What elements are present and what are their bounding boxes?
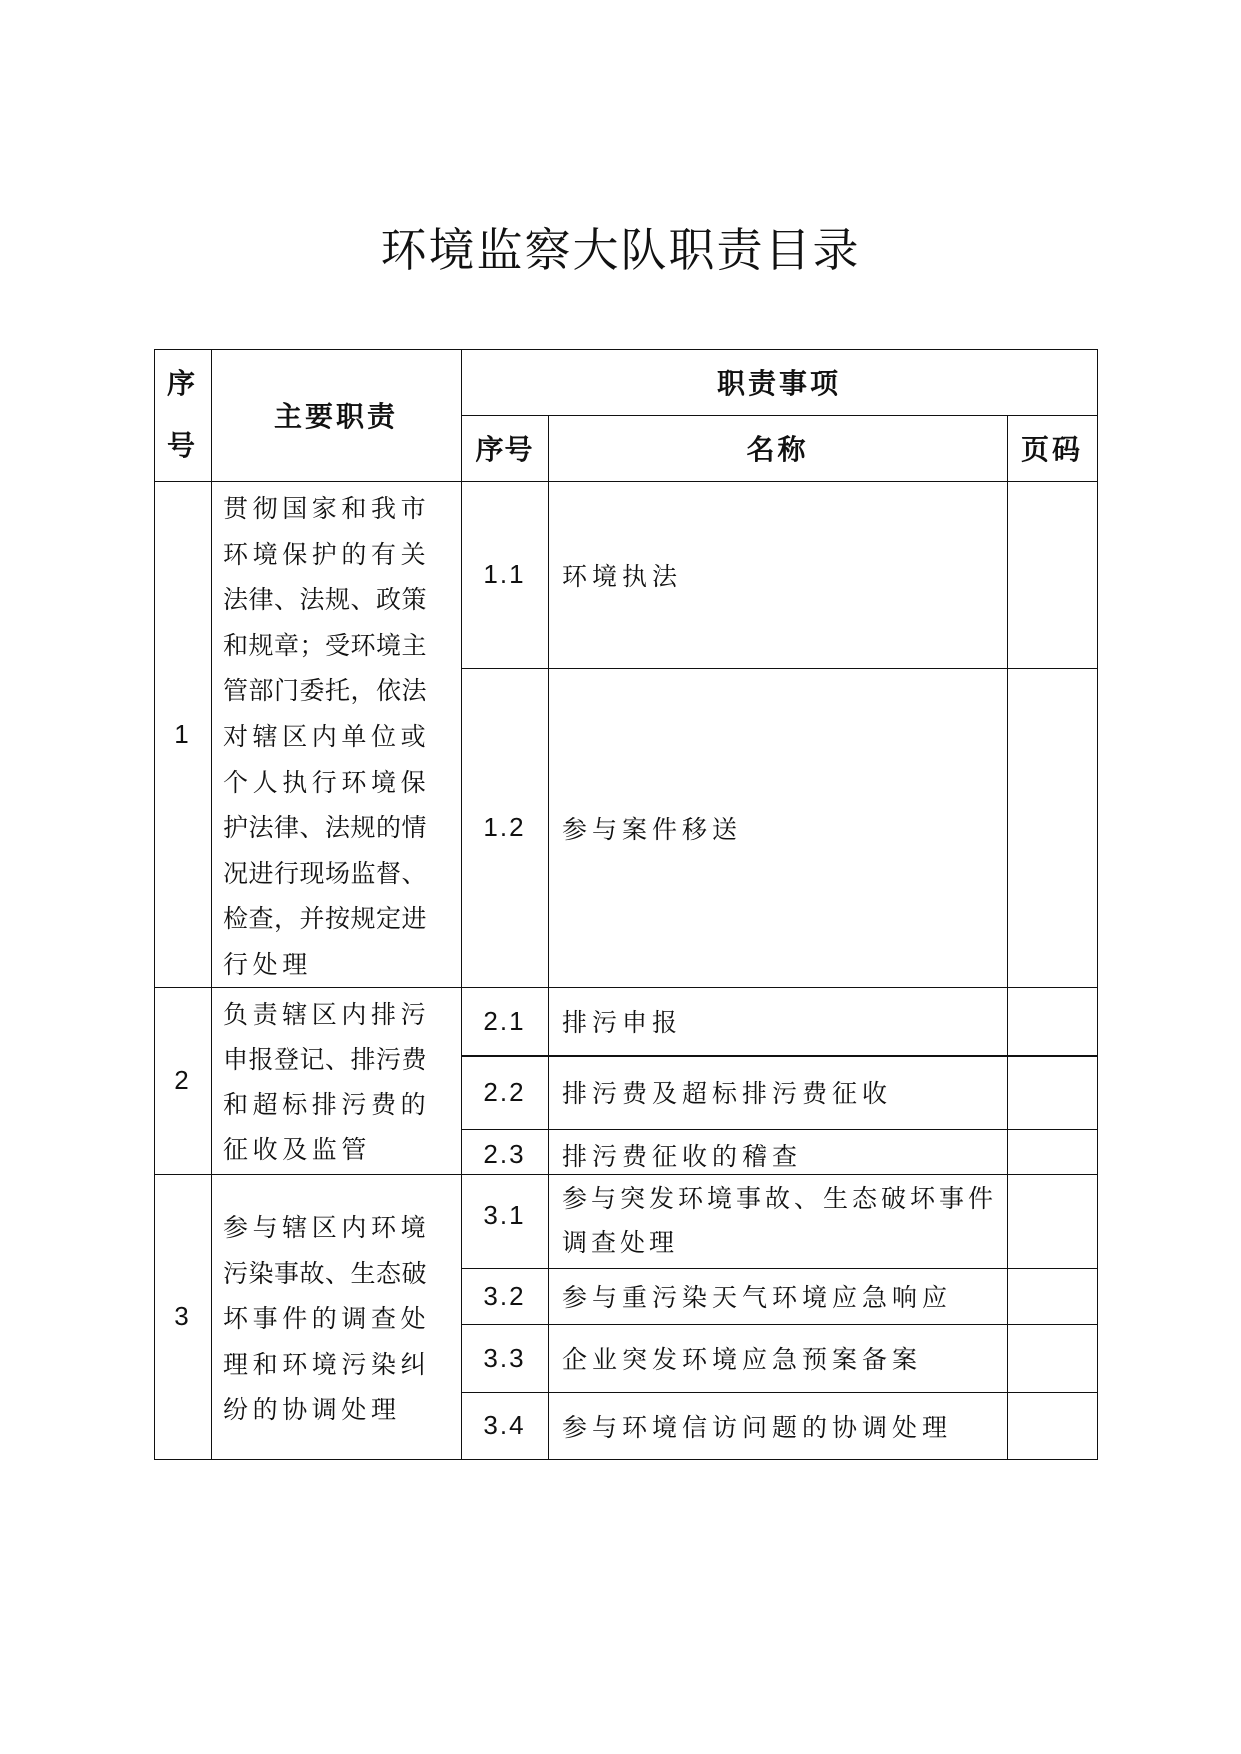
item-name: 排污费征收的稽查	[562, 1141, 803, 1171]
item-seq: 3.4	[483, 1410, 526, 1440]
duty-line: 个人执行环境保	[223, 767, 431, 797]
item-seq: 2.3	[483, 1139, 526, 1169]
item-page	[1007, 1324, 1097, 1392]
item-page	[1007, 1392, 1097, 1459]
table-border-bottom	[154, 1459, 1097, 1460]
item-name: 排污费及超标排污费征收	[562, 1079, 893, 1108]
main-duty-text	[211, 992, 461, 1172]
duty-line: 况进行现场监督、	[223, 858, 428, 888]
item-seq: 1.2	[483, 812, 526, 842]
row-seq: 1	[174, 718, 191, 749]
item-page	[1007, 1055, 1097, 1129]
header-item-seq: 序号	[475, 433, 534, 466]
header-seq-char: 序	[166, 367, 198, 400]
item-page	[1007, 987, 1097, 1055]
duty-line: 管部门委托，依法	[223, 676, 428, 706]
item-name: 参与案件移送	[562, 814, 743, 844]
row-seq: 2	[174, 1065, 191, 1095]
item-name	[548, 1174, 1007, 1268]
duty-line: 和规章；受环境主	[223, 630, 428, 660]
duty-line: 参与辖区内环境	[223, 1213, 431, 1242]
duty-line: 污染事故、生态破	[223, 1258, 428, 1288]
table-border-right	[1097, 349, 1098, 1460]
duty-line: 负责辖区内排污	[223, 1000, 431, 1029]
duty-line: 对辖区内单位或	[223, 721, 431, 751]
duty-line: 申报登记、排污费	[223, 1045, 428, 1074]
item-page	[1007, 1174, 1097, 1268]
item-seq: 1.1	[483, 559, 526, 589]
item-name: 参与环境信访问题的协调处理	[562, 1412, 953, 1442]
main-duty-text	[211, 1205, 461, 1433]
duty-line: 贯彻国家和我市	[223, 494, 431, 523]
duty-line: 法律、法规、政策	[223, 585, 428, 615]
item-name: 参与重污染天气环境应急响应	[562, 1283, 953, 1312]
item-name: 环境执法	[562, 561, 683, 591]
item-seq: 3.1	[483, 1199, 526, 1230]
row-seq: 3	[174, 1301, 191, 1331]
duty-line: 坏事件的调查处	[223, 1304, 431, 1333]
duty-line: 环境保护的有关	[223, 539, 431, 569]
item-seq: 3.2	[483, 1280, 526, 1311]
header-seq-char: 号	[166, 429, 198, 462]
duty-line: 护法律、法规的情	[223, 813, 428, 843]
header-item-name: 名称	[746, 433, 809, 466]
item-seq: 3.3	[483, 1342, 526, 1373]
item-name: 企业突发环境应急预案备案	[562, 1345, 923, 1374]
page-title: 环境监察大队职责目录	[380, 223, 861, 277]
duty-line: 和超标排污费的	[223, 1090, 431, 1119]
item-name-line: 参与突发环境事故、生态破坏事件	[562, 1184, 998, 1213]
header-items-group: 职责事项	[716, 367, 841, 400]
duty-line: 纷的协调处理	[223, 1395, 401, 1424]
duty-line: 检查，并按规定进	[223, 904, 428, 934]
item-name-line: 调查处理	[562, 1228, 679, 1257]
header-page: 页码	[1020, 433, 1083, 466]
duty-line: 征收及监管	[223, 1135, 372, 1164]
item-page	[1007, 1129, 1097, 1174]
item-page	[1007, 481, 1097, 668]
header-main-duty: 主要职责	[273, 400, 398, 433]
header-seq	[154, 349, 211, 481]
item-seq: 2.1	[483, 1005, 526, 1036]
item-page	[1007, 668, 1097, 987]
item-page	[1007, 1268, 1097, 1324]
item-name: 排污申报	[562, 1008, 683, 1037]
main-duty-text	[211, 486, 461, 988]
duty-line: 行处理	[223, 949, 312, 979]
item-seq: 2.2	[483, 1076, 526, 1107]
duty-line: 理和环境污染纠	[223, 1349, 431, 1379]
